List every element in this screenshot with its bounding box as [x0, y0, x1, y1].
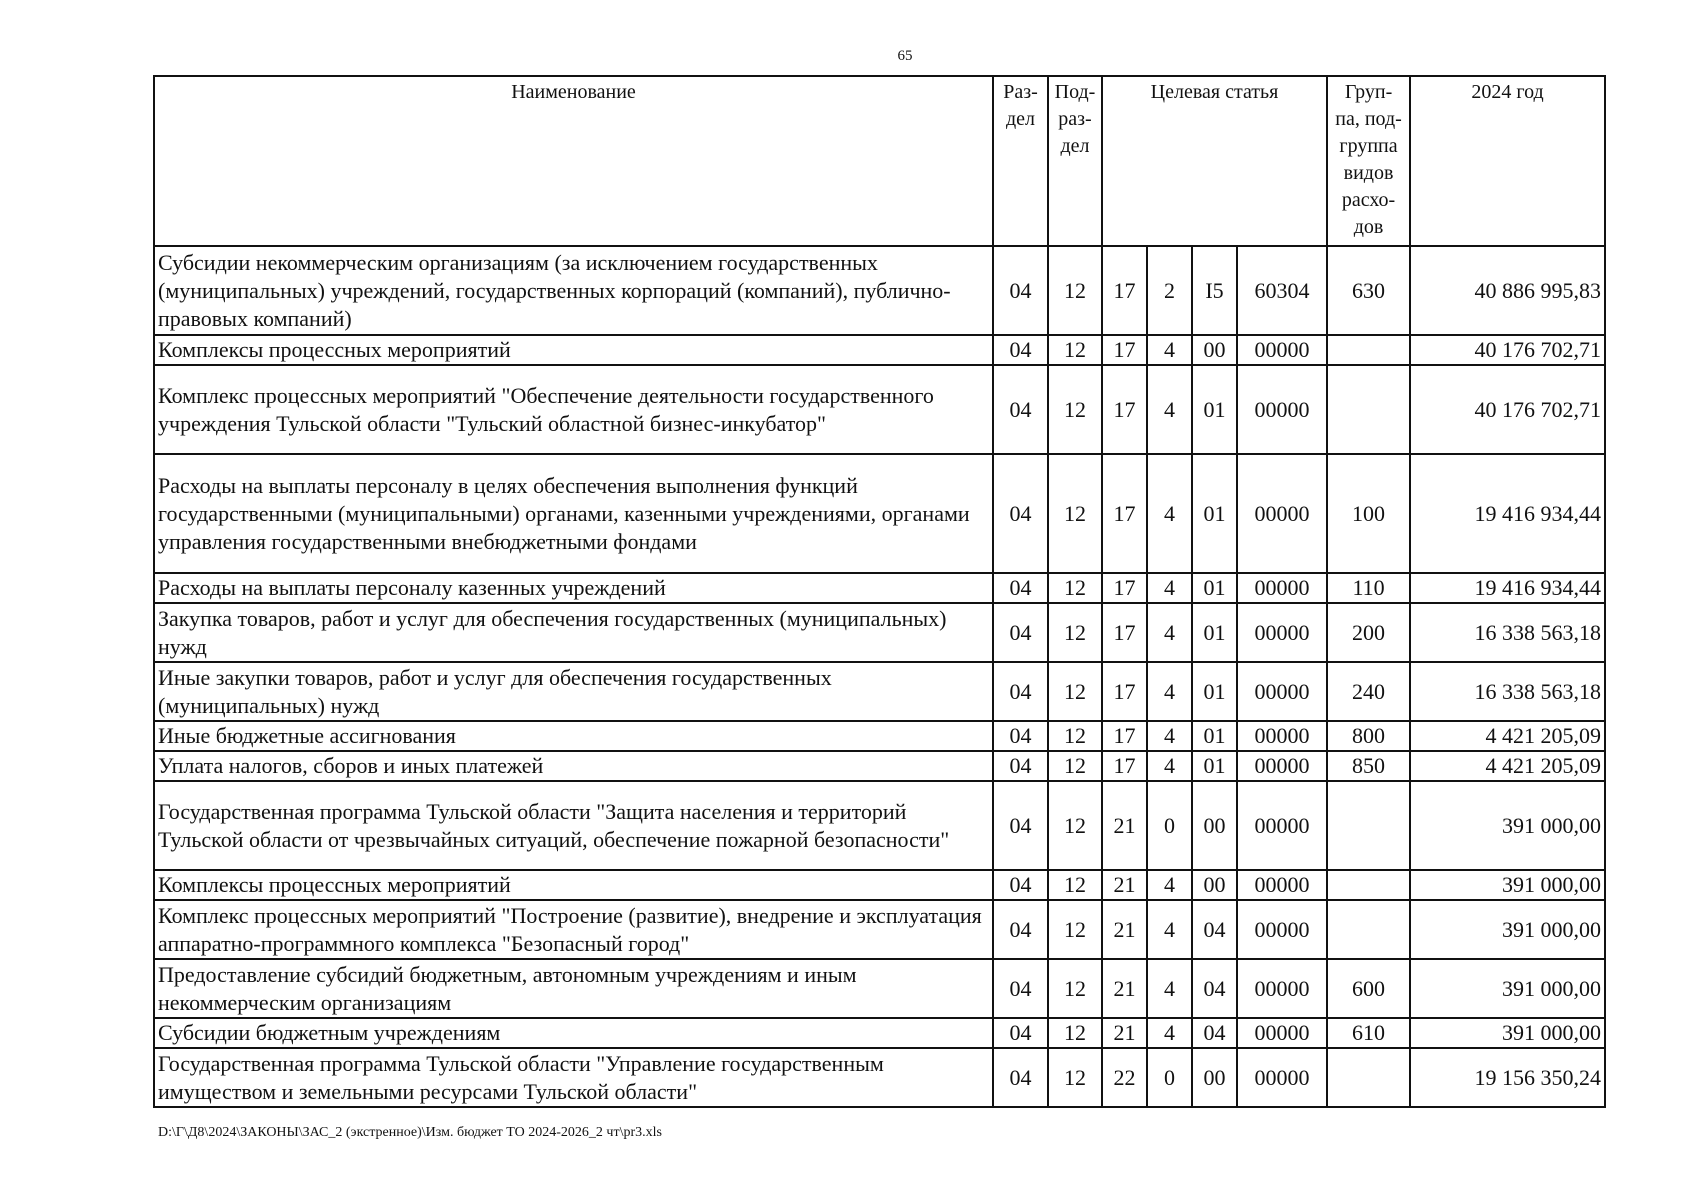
table-row [154, 246, 1605, 335]
row-razdel: 04 [993, 1048, 1048, 1107]
row-razdel: 04 [993, 751, 1048, 781]
row-name: Комплексы процессных мероприятий [154, 870, 993, 900]
row-target-program: 21 [1102, 1018, 1147, 1048]
header-name: Наименование [154, 76, 993, 246]
table-row [154, 959, 1605, 1018]
header-row [154, 76, 1605, 246]
row-target-type: 4 [1147, 1018, 1192, 1048]
row-podrazdel: 12 [1048, 1018, 1102, 1048]
row-razdel: 04 [993, 870, 1048, 900]
row-target-structure: 04 [1192, 959, 1237, 1018]
row-razdel: 04 [993, 900, 1048, 959]
row-target-type: 4 [1147, 603, 1192, 662]
row-name: Предоставление субсидий бюджетным, автономным учреждениям и иным некоммерческим организациям [154, 959, 993, 1018]
header-podrazdel: Под- раз- дел [1048, 76, 1102, 246]
row-target-structure: 01 [1192, 751, 1237, 781]
table-body [154, 246, 1605, 1107]
table-row [154, 900, 1605, 959]
row-expense-group: 110 [1327, 573, 1410, 603]
row-target-direction: 00000 [1237, 751, 1327, 781]
table-row [154, 603, 1605, 662]
row-target-structure: I5 [1192, 246, 1237, 335]
row-amount: 19 156 350,24 [1410, 1048, 1605, 1107]
row-name: Иные бюджетные ассигнования [154, 721, 993, 751]
row-target-structure: 00 [1192, 1048, 1237, 1107]
row-name: Расходы на выплаты персоналу в целях обеспечения выполнения функций государственными (муниципальными) органами, казенными учреждениями, органами управления государственными внебюджетными фондами [154, 454, 993, 573]
row-target-direction: 00000 [1237, 959, 1327, 1018]
row-target-structure: 01 [1192, 573, 1237, 603]
row-razdel: 04 [993, 454, 1048, 573]
row-name: Субсидии бюджетным учреждениям [154, 1018, 993, 1048]
row-razdel: 04 [993, 959, 1048, 1018]
row-target-direction: 00000 [1237, 335, 1327, 365]
row-target-program: 17 [1102, 751, 1147, 781]
row-podrazdel: 12 [1048, 454, 1102, 573]
row-target-program: 21 [1102, 870, 1147, 900]
table-row [154, 1048, 1605, 1107]
row-target-direction: 00000 [1237, 573, 1327, 603]
table-row [154, 662, 1605, 721]
row-amount: 19 416 934,44 [1410, 454, 1605, 573]
row-expense-group [1327, 365, 1410, 454]
table-row [154, 573, 1605, 603]
row-name: Государственная программа Тульской области "Защита населения и территорий Тульской области от чрезвычайных ситуаций, обеспечение пожарной безопасности" [154, 781, 993, 870]
row-target-program: 21 [1102, 959, 1147, 1018]
row-razdel: 04 [993, 573, 1048, 603]
row-amount: 19 416 934,44 [1410, 573, 1605, 603]
row-target-type: 4 [1147, 573, 1192, 603]
row-name: Комплексы процессных мероприятий [154, 335, 993, 365]
row-expense-group: 240 [1327, 662, 1410, 721]
row-razdel: 04 [993, 603, 1048, 662]
row-target-direction: 00000 [1237, 1048, 1327, 1107]
row-expense-group: 600 [1327, 959, 1410, 1018]
row-target-structure: 01 [1192, 721, 1237, 751]
row-target-program: 17 [1102, 662, 1147, 721]
row-target-direction: 00000 [1237, 721, 1327, 751]
row-razdel: 04 [993, 721, 1048, 751]
row-target-direction: 00000 [1237, 900, 1327, 959]
row-amount: 391 000,00 [1410, 1018, 1605, 1048]
row-target-type: 4 [1147, 662, 1192, 721]
page-number: 65 [897, 48, 913, 64]
row-target-type: 2 [1147, 246, 1192, 335]
row-podrazdel: 12 [1048, 1048, 1102, 1107]
row-amount: 391 000,00 [1410, 781, 1605, 870]
row-amount: 16 338 563,18 [1410, 603, 1605, 662]
row-razdel: 04 [993, 662, 1048, 721]
row-target-program: 17 [1102, 246, 1147, 335]
row-target-structure: 00 [1192, 870, 1237, 900]
row-target-program: 17 [1102, 573, 1147, 603]
row-expense-group [1327, 870, 1410, 900]
row-name: Расходы на выплаты персоналу казенных учреждений [154, 573, 993, 603]
row-podrazdel: 12 [1048, 573, 1102, 603]
row-target-program: 17 [1102, 721, 1147, 751]
row-razdel: 04 [993, 335, 1048, 365]
table-row [154, 781, 1605, 870]
row-amount: 40 176 702,71 [1410, 365, 1605, 454]
row-amount: 40 886 995,83 [1410, 246, 1605, 335]
row-target-direction: 60304 [1237, 246, 1327, 335]
header-razdel: Раз- дел [993, 76, 1048, 246]
budget-table [153, 75, 1606, 1108]
row-expense-group: 850 [1327, 751, 1410, 781]
row-podrazdel: 12 [1048, 900, 1102, 959]
row-expense-group [1327, 781, 1410, 870]
row-target-structure: 04 [1192, 900, 1237, 959]
row-expense-group [1327, 900, 1410, 959]
row-razdel: 04 [993, 1018, 1048, 1048]
table-row [154, 751, 1605, 781]
row-target-program: 17 [1102, 335, 1147, 365]
row-expense-group: 200 [1327, 603, 1410, 662]
row-target-program: 21 [1102, 900, 1147, 959]
header-target: Целевая статья [1102, 76, 1327, 246]
row-podrazdel: 12 [1048, 870, 1102, 900]
row-target-structure: 04 [1192, 1018, 1237, 1048]
row-target-type: 4 [1147, 959, 1192, 1018]
row-target-program: 17 [1102, 603, 1147, 662]
row-name: Уплата налогов, сборов и иных платежей [154, 751, 993, 781]
footer-file-path: D:\Г\Д8\2024\ЗАКОНЫ\ЗАС_2 (экстренное)\Изм. бюджет ТО 2024-2026_2 чт\pr3.xls [158, 1125, 662, 1140]
row-podrazdel: 12 [1048, 959, 1102, 1018]
row-target-type: 4 [1147, 751, 1192, 781]
row-expense-group [1327, 1048, 1410, 1107]
row-amount: 391 000,00 [1410, 900, 1605, 959]
row-amount: 391 000,00 [1410, 870, 1605, 900]
row-target-structure: 00 [1192, 335, 1237, 365]
row-expense-group: 610 [1327, 1018, 1410, 1048]
row-podrazdel: 12 [1048, 662, 1102, 721]
row-name: Закупка товаров, работ и услуг для обеспечения государственных (муниципальных) нужд [154, 603, 993, 662]
row-target-program: 22 [1102, 1048, 1147, 1107]
row-target-type: 4 [1147, 335, 1192, 365]
row-amount: 391 000,00 [1410, 959, 1605, 1018]
row-podrazdel: 12 [1048, 721, 1102, 751]
row-podrazdel: 12 [1048, 365, 1102, 454]
row-expense-group: 630 [1327, 246, 1410, 335]
row-target-direction: 00000 [1237, 662, 1327, 721]
row-razdel: 04 [993, 781, 1048, 870]
row-target-type: 4 [1147, 870, 1192, 900]
row-target-direction: 00000 [1237, 603, 1327, 662]
row-razdel: 04 [993, 246, 1048, 335]
table-row [154, 335, 1605, 365]
header-group: Груп- па, под- группа видов расхо- дов [1327, 76, 1410, 246]
row-name: Иные закупки товаров, работ и услуг для обеспечения государственных (муниципальных) нужд [154, 662, 993, 721]
row-podrazdel: 12 [1048, 781, 1102, 870]
row-name: Субсидии некоммерческим организациям (за исключением государственных (муниципальных) учреждений, государственных корпораций (компаний), публично-правовых компаний) [154, 246, 993, 335]
row-target-structure: 00 [1192, 781, 1237, 870]
row-target-direction: 00000 [1237, 454, 1327, 573]
row-target-type: 4 [1147, 365, 1192, 454]
row-name: Государственная программа Тульской области "Управление государственным имуществом и земельными ресурсами Тульской области" [154, 1048, 993, 1107]
row-podrazdel: 12 [1048, 246, 1102, 335]
row-target-type: 4 [1147, 900, 1192, 959]
row-podrazdel: 12 [1048, 335, 1102, 365]
table-row [154, 721, 1605, 751]
row-target-structure: 01 [1192, 603, 1237, 662]
row-target-direction: 00000 [1237, 1018, 1327, 1048]
row-target-program: 21 [1102, 781, 1147, 870]
row-podrazdel: 12 [1048, 603, 1102, 662]
header-year: 2024 год [1410, 76, 1605, 246]
row-target-structure: 01 [1192, 662, 1237, 721]
row-target-program: 17 [1102, 454, 1147, 573]
row-target-direction: 00000 [1237, 870, 1327, 900]
row-target-type: 0 [1147, 1048, 1192, 1107]
row-amount: 4 421 205,09 [1410, 721, 1605, 751]
table-row [154, 365, 1605, 454]
row-expense-group: 100 [1327, 454, 1410, 573]
row-podrazdel: 12 [1048, 751, 1102, 781]
row-target-direction: 00000 [1237, 365, 1327, 454]
row-target-type: 0 [1147, 781, 1192, 870]
row-target-direction: 00000 [1237, 781, 1327, 870]
row-amount: 40 176 702,71 [1410, 335, 1605, 365]
row-razdel: 04 [993, 365, 1048, 454]
row-target-program: 17 [1102, 365, 1147, 454]
row-target-structure: 01 [1192, 365, 1237, 454]
row-amount: 16 338 563,18 [1410, 662, 1605, 721]
row-expense-group [1327, 335, 1410, 365]
row-target-type: 4 [1147, 721, 1192, 751]
table-row [154, 870, 1605, 900]
table-row [154, 1018, 1605, 1048]
row-amount: 4 421 205,09 [1410, 751, 1605, 781]
row-target-structure: 01 [1192, 454, 1237, 573]
row-name: Комплекс процессных мероприятий "Построение (развитие), внедрение и эксплуатация аппаратно-программного комплекса "Безопасный город" [154, 900, 993, 959]
table-row [154, 454, 1605, 573]
row-expense-group: 800 [1327, 721, 1410, 751]
row-target-type: 4 [1147, 454, 1192, 573]
row-name: Комплекс процессных мероприятий "Обеспечение деятельности государственного учреждения Тульской области "Тульский областной бизнес-инкубатор" [154, 365, 993, 454]
